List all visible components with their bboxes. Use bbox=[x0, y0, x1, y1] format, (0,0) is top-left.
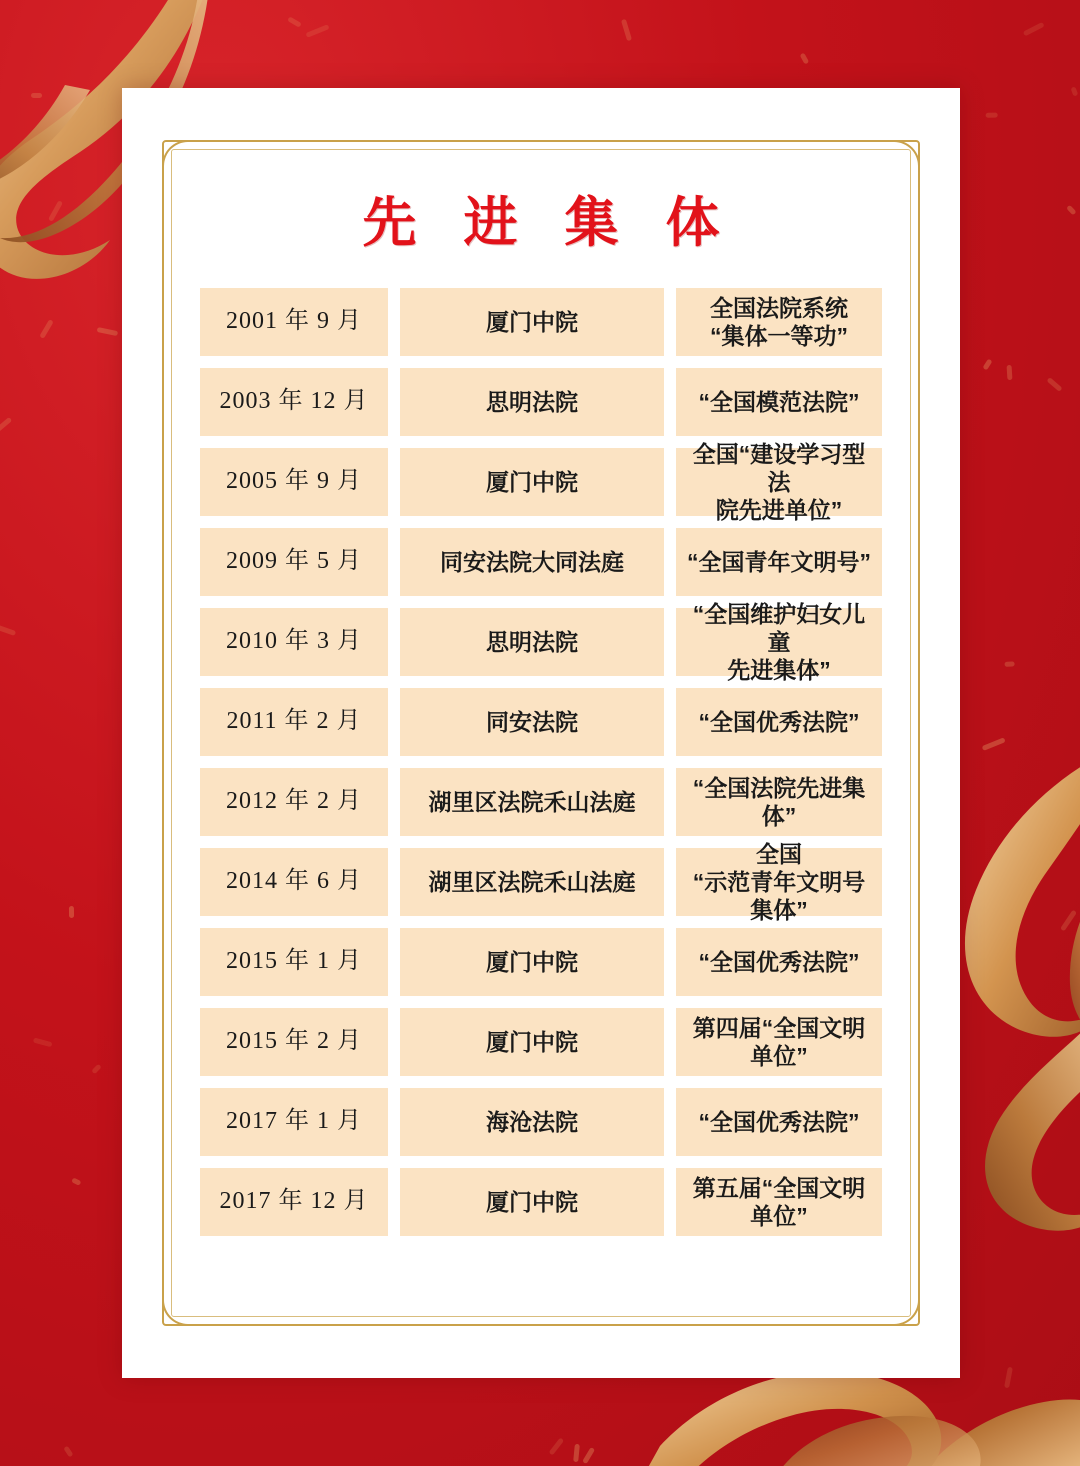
cell-honor: “全国青年文明号” bbox=[676, 528, 882, 596]
cell-unit: 海沧法院 bbox=[400, 1088, 664, 1156]
table-row bbox=[200, 528, 882, 596]
table-row bbox=[200, 440, 882, 524]
cell-date: 2011 年 2 月 bbox=[200, 688, 388, 756]
cell-unit: 湖里区法院禾山法庭 bbox=[400, 848, 664, 916]
cell-date: 2001 年 9 月 bbox=[200, 288, 388, 356]
cell-unit: 厦门中院 bbox=[400, 288, 664, 356]
cell-date: 2017 年 1 月 bbox=[200, 1088, 388, 1156]
cell-unit: 同安法院 bbox=[400, 688, 664, 756]
cell-date: 2014 年 6 月 bbox=[200, 848, 388, 916]
table-row bbox=[200, 1168, 882, 1236]
cell-unit: 思明法院 bbox=[400, 608, 664, 676]
page-title: 先 进 集 体 bbox=[362, 193, 736, 253]
cell-date: 2005 年 9 月 bbox=[200, 448, 388, 516]
awards-table bbox=[200, 288, 882, 1236]
cell-date: 2009 年 5 月 bbox=[200, 528, 388, 596]
cell-unit: 湖里区法院禾山法庭 bbox=[400, 768, 664, 836]
cell-honor: 第五届“全国文明单位” bbox=[676, 1168, 882, 1236]
cell-unit: 思明法院 bbox=[400, 368, 664, 436]
cell-unit: 同安法院大同法庭 bbox=[400, 528, 664, 596]
cell-unit: 厦门中院 bbox=[400, 928, 664, 996]
cell-honor: “全国优秀法院” bbox=[676, 1088, 882, 1156]
table-row bbox=[200, 688, 882, 756]
cell-honor: “全国模范法院” bbox=[676, 368, 882, 436]
cell-date: 2015 年 2 月 bbox=[200, 1008, 388, 1076]
cell-unit: 厦门中院 bbox=[400, 1168, 664, 1236]
frame-corner-bottom-left bbox=[162, 1266, 222, 1326]
cell-unit: 厦门中院 bbox=[400, 448, 664, 516]
certificate-card bbox=[122, 88, 960, 1378]
table-row bbox=[200, 928, 882, 996]
cell-date: 2003 年 12 月 bbox=[200, 368, 388, 436]
table-row bbox=[200, 768, 882, 836]
table-row bbox=[200, 1008, 882, 1076]
cell-honor: “全国优秀法院” bbox=[676, 928, 882, 996]
cell-honor: 全国法院系统 “集体一等功” bbox=[676, 288, 882, 356]
cell-date: 2017 年 12 月 bbox=[200, 1168, 388, 1236]
table-row bbox=[200, 288, 882, 356]
table-row bbox=[200, 600, 882, 684]
table-row bbox=[200, 840, 882, 924]
table-row bbox=[200, 1088, 882, 1156]
cell-honor: “全国维护妇女儿童 先进集体” bbox=[676, 608, 882, 676]
cell-unit: 厦门中院 bbox=[400, 1008, 664, 1076]
cell-honor: 全国“建设学习型法 院先进单位” bbox=[676, 448, 882, 516]
cell-date: 2010 年 3 月 bbox=[200, 608, 388, 676]
cell-honor: 第四届“全国文明单位” bbox=[676, 1008, 882, 1076]
cell-date: 2012 年 2 月 bbox=[200, 768, 388, 836]
cell-honor: 全国 “示范青年文明号集体” bbox=[676, 848, 882, 916]
cell-honor: “全国法院先进集体” bbox=[676, 768, 882, 836]
cell-honor: “全国优秀法院” bbox=[676, 688, 882, 756]
cell-date: 2015 年 1 月 bbox=[200, 928, 388, 996]
table-row bbox=[200, 368, 882, 436]
frame-corner-bottom-right bbox=[860, 1266, 920, 1326]
